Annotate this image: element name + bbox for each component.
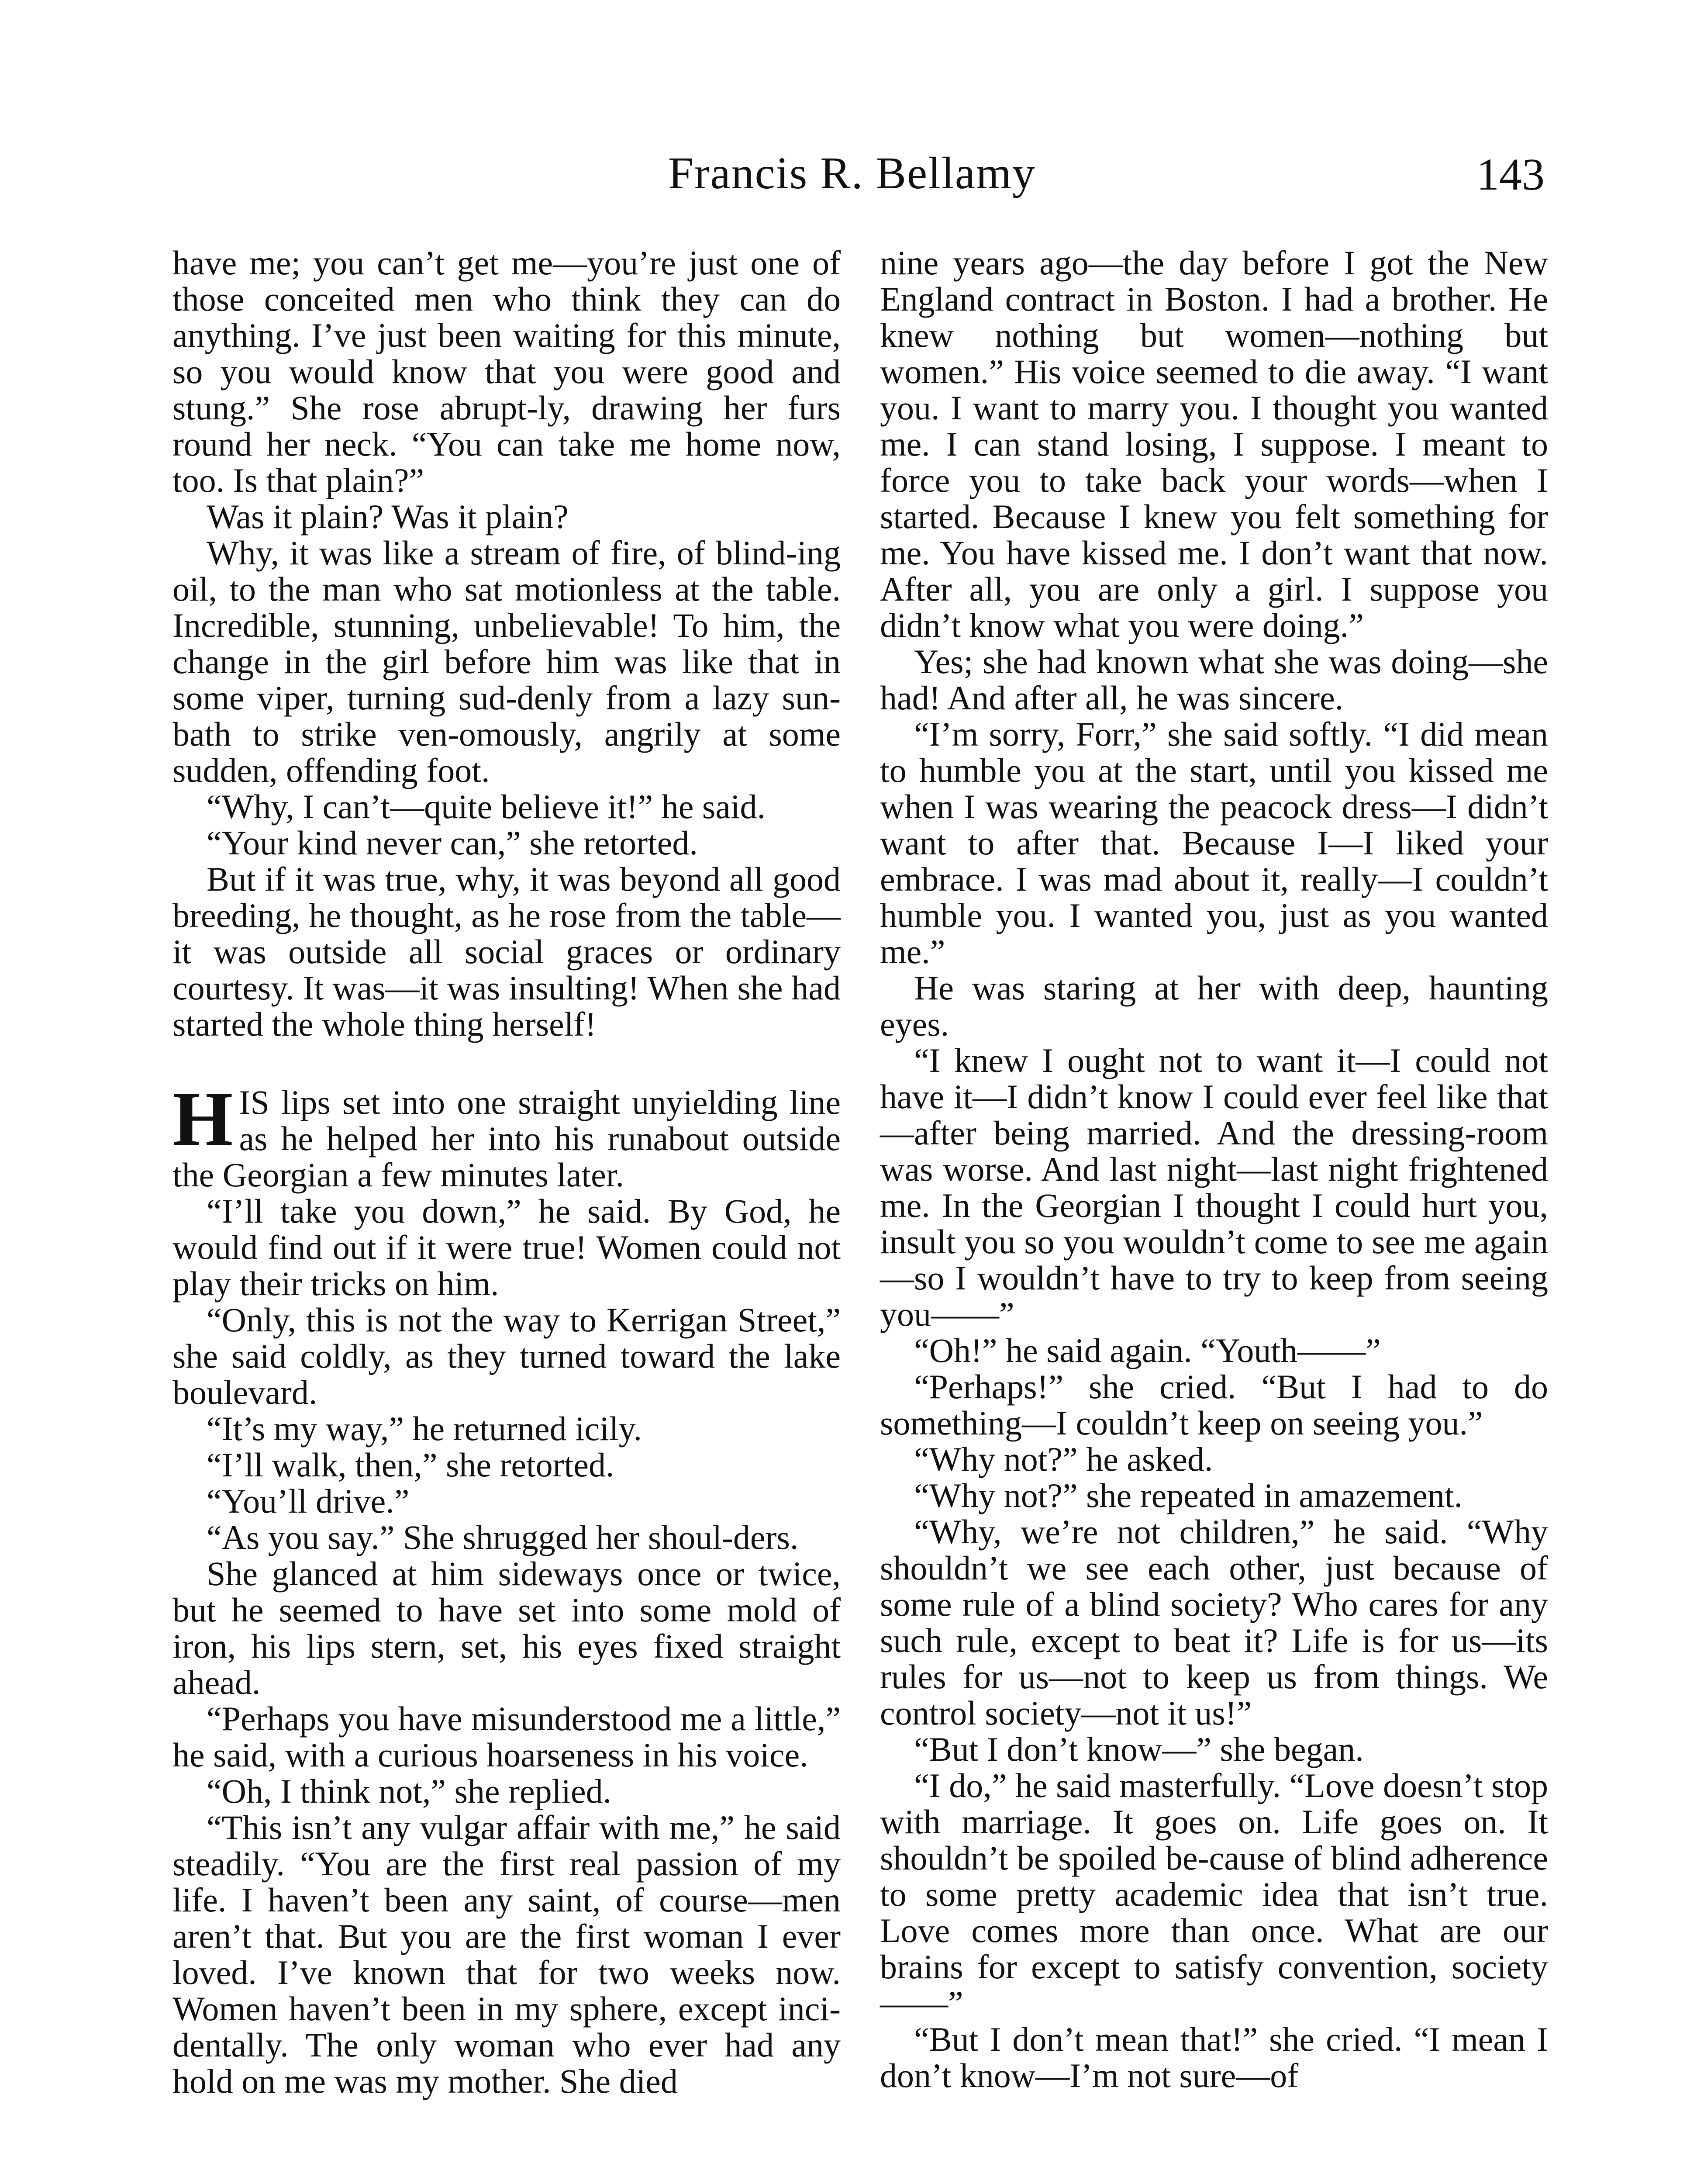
paragraph: “You’ll drive.” [207, 1482, 410, 1520]
running-head-author: Francis R. Bellamy [668, 148, 1036, 198]
drop-cap: H [172, 1075, 233, 1162]
paragraph: “Oh, I think not,” she replied. [207, 1772, 612, 1810]
paragraph: “As you say.” She shrugged her shoul-ders. [207, 1518, 799, 1556]
paragraph: “Your kind never can,” she retorted. [207, 824, 698, 862]
paragraph: “I’ll take you down,” he said. By God, he would find out if it were true! Women could not play their tricks on him. [172, 1192, 841, 1303]
paragraph: She glanced at him sideways once or twice, but he seemed to have set into some mold of iron, his lips stern, set, his eyes fixed straight ahead. [172, 1555, 841, 1701]
paragraph: have me; you can’t get me—you’re just one of those conceited men who think they can do anything. I’ve just been waiting for this minute, so you would know that you were good and stung.” She rose abrupt-ly, drawing her furs round her neck. “You can take me home now, too. Is that plain?” [172, 244, 841, 499]
paragraph: “I’m sorry, Forr,” she said softly. “I did mean to humble you at the start, until you kissed me when I was wearing the peacock dress—I didn’t want to after that. Because I—I liked your embrace. I was mad about it, really—I couldn’t humble you. I wanted you, just as you wanted me.” [880, 715, 1548, 971]
left-column [172, 245, 841, 2099]
paragraph: “Why not?” he asked. [914, 1440, 1213, 1478]
paragraph: “Why not?” she repeated in amazement. [914, 1476, 1463, 1514]
paragraph: Why, it was like a stream of fire, of blind-ing oil, to the man who sat motionless at the table. Incredible, stunning, unbelievable! To him, the change in the girl before him was like that in some viper, turning sud-denly from a lazy sun-bath to strike ven-omously, angrily at some sudden, offending foot. [172, 534, 841, 789]
paragraph: “Why, I can’t—quite believe it!” he said. [207, 788, 766, 826]
paragraph: “Why, we’re not children,” he said. “Why shouldn’t we see each other, just because of some rule of a blind society? Who cares for any such rule, except to beat it? Life is for us—its rules for us—not to keep us from things. We control society—not it us!” [880, 1513, 1548, 1732]
paragraph: “But I don’t know—” she began. [914, 1730, 1364, 1768]
paragraph: “I do,” he said masterfully. “Love doesn’t stop with marriage. It goes on. Life goes on. It shouldn’t be spoiled be-cause of blind adherence to some pretty academic idea that isn’t true. Love comes more than once. What are our brains for except to satisfy convention, society——” [880, 1766, 1548, 2022]
page-number: 143 [1476, 149, 1545, 200]
paragraph: “This isn’t any vulgar affair with me,” he said steadily. “You are the first real passion of my life. I haven’t been any saint, of course—men aren’t that. But you are the first woman I ever loved. I’ve known that for two weeks now. Women haven’t been in my sphere, except inci-dentally. The only woman who ever had any hold on me was my mother. She died [172, 1808, 841, 2100]
paragraph: He was staring at her with deep, haunting eyes. [880, 969, 1548, 1043]
paragraph: “Only, this is not the way to Kerrigan Street,” she said coldly, as they turned toward the lake boulevard. [172, 1301, 841, 1411]
paragraph: “I knew I ought not to want it—I could not have it—I didn’t know I could ever feel like that—after being married. And the dressing-room was worse. And last night—last night frightened me. In the Georgian I thought I could hurt you, insult you so you wouldn’t come to see me again—so I wouldn’t have to try to keep from seeing you——” [880, 1041, 1548, 1333]
paragraph: “I’ll walk, then,” she retorted. [207, 1446, 614, 1484]
section-opening-paragraph [172, 1075, 841, 1194]
paragraph: “But I don’t mean that!” she cried. “I mean I don’t know—I’m not sure—of [880, 2020, 1548, 2094]
paragraph: “Perhaps!” she cried. “But I had to do something—I couldn’t keep on seeing you.” [880, 1368, 1548, 1442]
paragraph: But if it was true, why, it was beyond all good breeding, he thought, as he rose from the table—it was outside all social graces or ordinary courtesy. It was—it was insulting! When she had started the whole thing herself! [172, 860, 841, 1043]
paragraph: nine years ago—the day before I got the New England contract in Boston. I had a brother. He knew nothing but women—nothing but women.” His voice seemed to die away. “I want you. I want to marry you. I thought you wanted me. I can stand losing, I suppose. I meant to force you to take back your words—when I started. Because I knew you felt something for me. You have kissed me. I don’t want that now. After all, you are only a girl. I suppose you didn’t know what you were doing.” [880, 244, 1548, 644]
paragraph: “Perhaps you have misunderstood me a little,” he said, with a curious hoarseness in his voice. [172, 1700, 841, 1774]
section-opening-text: IS lips set into one straight unyielding line as he helped her into his runabout outside the Georgian a few minutes later. [172, 1083, 841, 1194]
right-column [880, 245, 1548, 2094]
paragraph: “Oh!” he said again. “Youth——” [914, 1331, 1381, 1369]
paragraph: “It’s my way,” he returned icily. [207, 1410, 642, 1448]
paragraph: Was it plain? Was it plain? [207, 498, 569, 536]
paragraph: Yes; she had known what she was doing—she had! And after all, he was sincere. [880, 643, 1548, 717]
